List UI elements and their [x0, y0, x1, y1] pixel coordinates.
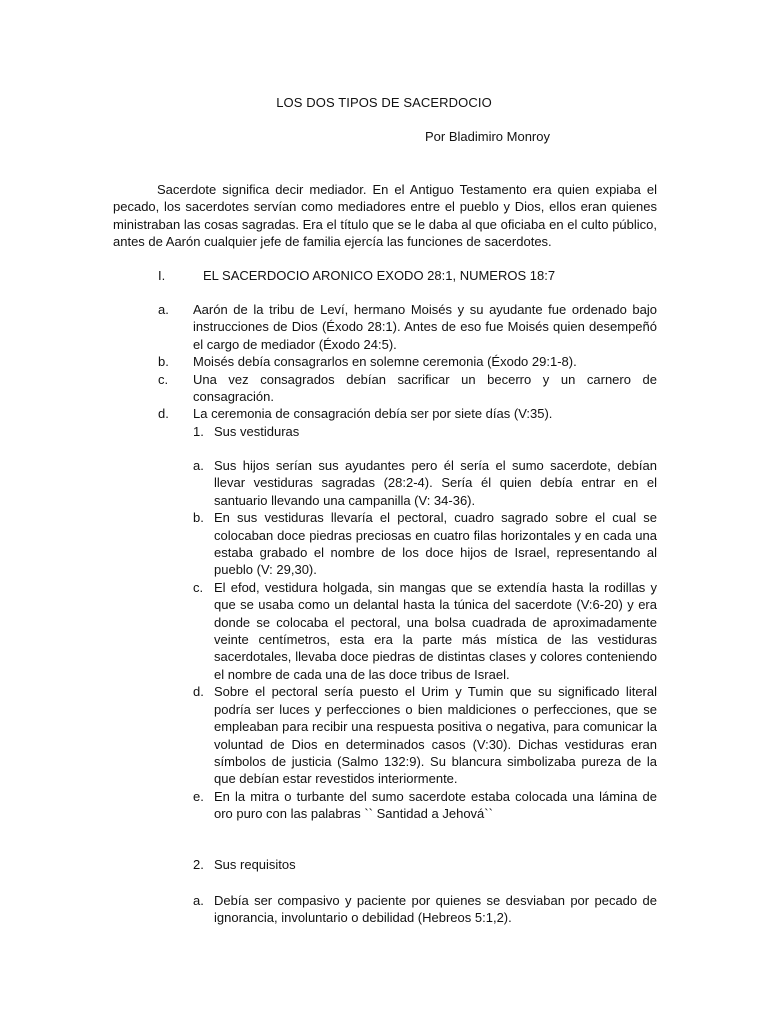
subsection-title: Sus vestiduras: [214, 424, 300, 439]
list-item: [158, 301, 657, 353]
subsection-number: 1.: [193, 424, 204, 439]
list-marker: b.: [158, 354, 169, 370]
requisitos-list: [193, 892, 657, 927]
section-number: I.: [158, 268, 166, 283]
list-marker: a.: [193, 893, 204, 908]
subsection-number: 2.: [193, 857, 204, 872]
document-author: Por Bladimiro Monroy: [425, 129, 550, 144]
list-marker: b.: [193, 510, 204, 526]
list-item-text: Debía ser compasivo y paciente por quienes se desviaban por pecado de ignorancia, involuntario o debilidad (Hebreos 5:1,2).: [214, 893, 657, 926]
list-item: [193, 579, 657, 683]
list-item: [193, 457, 657, 509]
list-item: [158, 353, 657, 370]
list-item-text: En la mitra o turbante del sumo sacerdote estaba colocada una lámina de oro puro con las palabras `` Santidad a Jehová``: [214, 788, 657, 822]
list-marker: e.: [193, 788, 204, 804]
list-item: [193, 509, 657, 579]
list-marker: d.: [158, 406, 169, 422]
intro-paragraph: Sacerdote significa decir mediador. En el Antiguo Testamento era quien expiaba el pecado, los sacerdotes servían como mediadores entre el pueblo y Dios, ellos eran quienes ministraban las cosas sagradas. Era el título que se le daba al que oficiaba en el culto público, antes de Aarón cualquier jefe de familia ejercía las funciones de sacerdotes.: [113, 182, 657, 250]
list-item-text: Aarón de la tribu de Leví, hermano Moisés y su ayudante fue ordenado bajo instrucciones de Dios (Éxodo 28:1). Antes de eso fue Moisés quien desempeñó el cargo de mediador (Éxodo 24:5).: [193, 302, 657, 352]
subsection-title: Sus requisitos: [214, 857, 296, 872]
section-title: EL SACERDOCIO ARONICO EXODO 28:1, NUMEROS 18:7: [203, 268, 556, 283]
list-item: [193, 788, 657, 823]
list-item-text: El efod, vestidura holgada, sin mangas que se extendía hasta la rodillas y que se usaba como un delantal hasta la túnica del sacerdote (V:6-20) y era donde se colocaba el pectoral, una bolsa cuadrada de aproximadamente veinte centímetros, esta era la parte más mística de las vestiduras sacerdotales, llevaba doce piedras de distintas clases y colores conteniendo el nombre de cada una de las doce tribus de Israel.: [214, 579, 657, 682]
list-marker: d.: [193, 684, 204, 700]
section-items-list: [158, 301, 657, 423]
list-item: [158, 371, 657, 406]
list-item-text: Sobre el pectoral sería puesto el Urim y Tumin que su significado literal podría ser luces y perfecciones o bien maldiciones o perfecciones, que se empleaban para recibir una respuesta positiva o negativa, para comunicar la voluntad de Dios en determinados casos (V:30). Dichas vestiduras eran símbolos de justicia (Salmo 132:9). Su blancura simbolizaba pureza de la que debían estar revestidos interiormente.: [214, 684, 657, 787]
list-item: [193, 683, 657, 787]
list-marker: a.: [158, 302, 169, 317]
document-title: LOS DOS TIPOS DE SACERDOCIO: [276, 95, 492, 110]
list-item: [158, 405, 657, 422]
list-marker: c.: [193, 579, 204, 595]
list-item-text: Una vez consagrados debían sacrificar un becerro y un carnero de consagración.: [193, 371, 657, 405]
list-item-text: La ceremonia de consagración debía ser por siete días (V:35).: [193, 406, 553, 422]
list-item: [193, 892, 657, 927]
vestiduras-list: [193, 457, 657, 823]
list-marker: c.: [158, 371, 169, 387]
list-item-text: En sus vestiduras llevaría el pectoral, cuadro sagrado sobre el cual se colocaban doce piedras preciosas en cuatro filas horizontales y en cada una estaba grabado el nombre de los doce hijos de Israel, representando al pueblo (V: 29,30).: [214, 510, 657, 578]
list-item-text: Moisés debía consagrarlos en solemne ceremonia (Éxodo 29:1-8).: [193, 354, 577, 370]
list-marker: a.: [193, 458, 204, 473]
list-item-text: Sus hijos serían sus ayudantes pero él sería el sumo sacerdote, debían llevar vestiduras sagradas (28:2-4). Sería él quien debía entrar en el santuario llevando una campanilla (V: 34-36).: [214, 458, 657, 508]
